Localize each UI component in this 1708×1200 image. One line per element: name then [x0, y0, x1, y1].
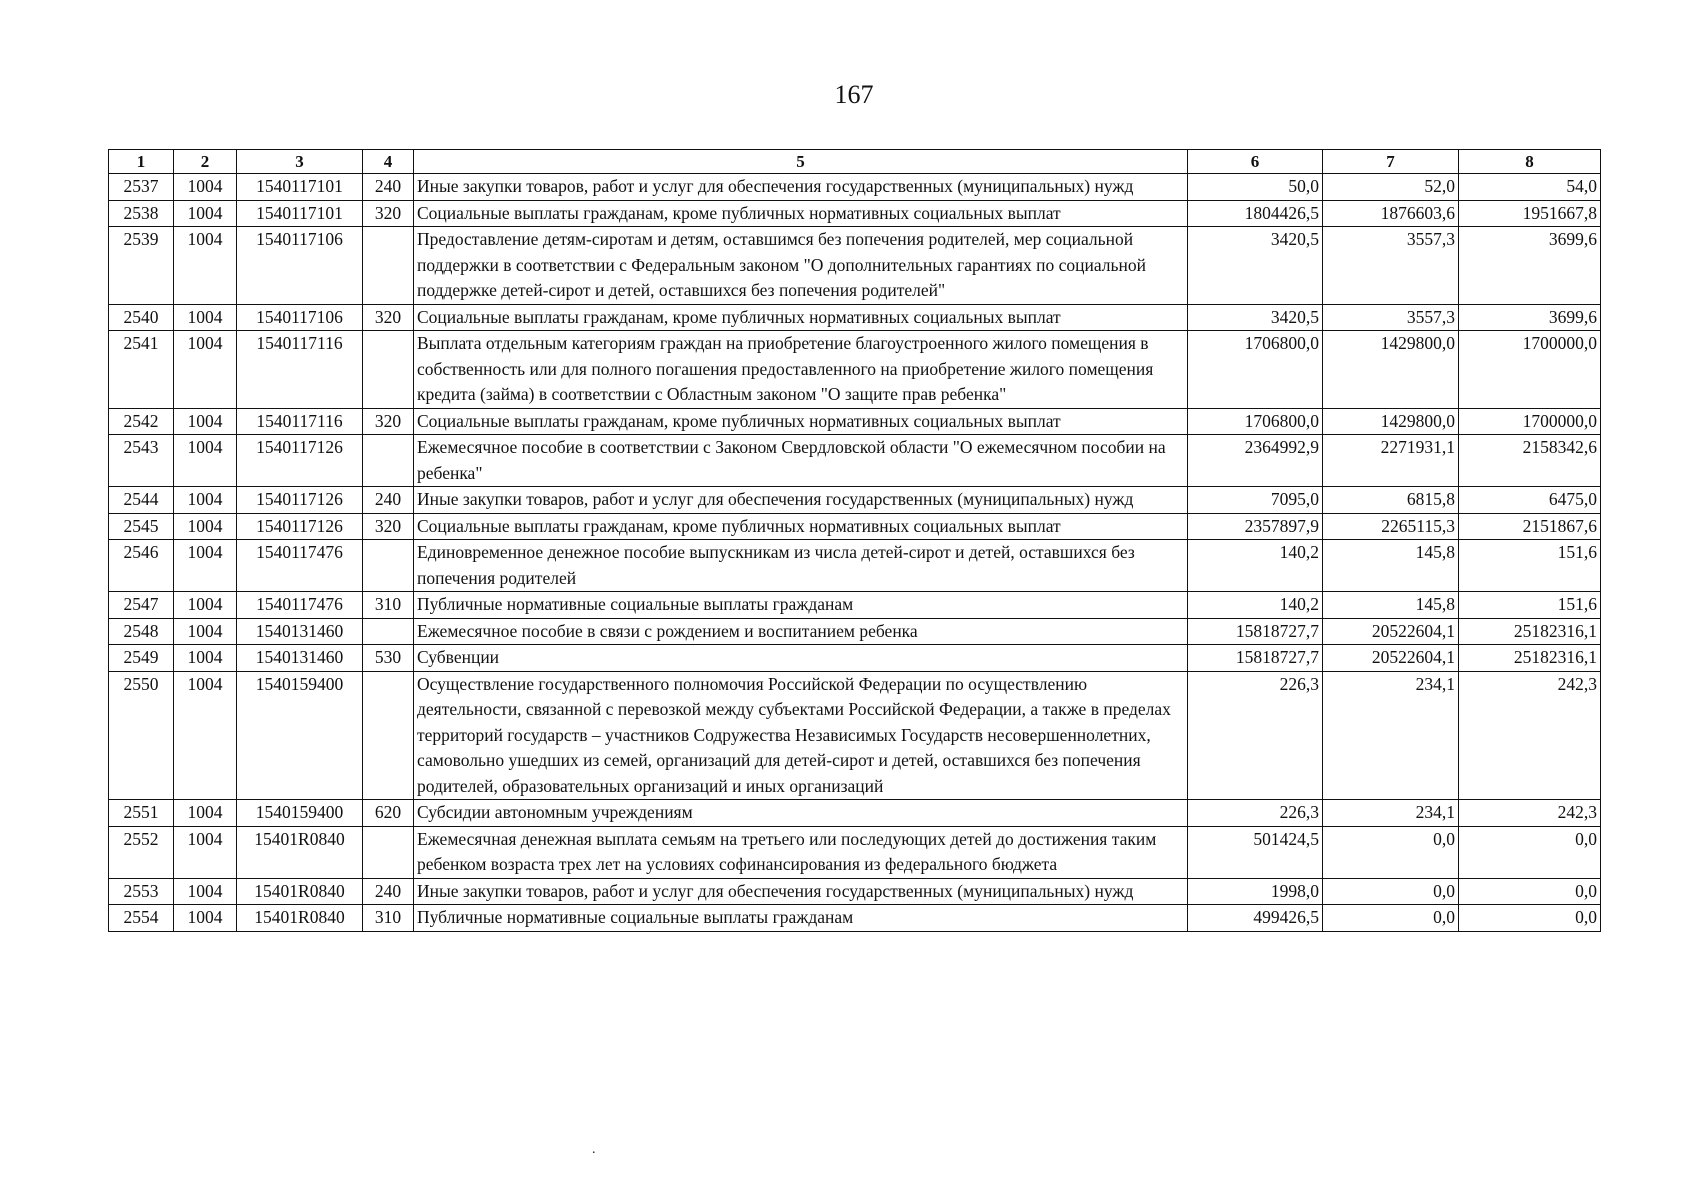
row-number: 2553 — [109, 878, 174, 905]
section-code: 1004 — [174, 800, 237, 827]
target-article-code: 1540117476 — [237, 540, 363, 592]
scan-mark: . — [592, 1142, 596, 1157]
row-number: 2542 — [109, 408, 174, 435]
target-article-code: 1540117106 — [237, 304, 363, 331]
amount-col-7: 1429800,0 — [1323, 408, 1459, 435]
section-code: 1004 — [174, 408, 237, 435]
amount-col-6: 7095,0 — [1188, 487, 1323, 514]
row-description: Субсидии автономным учреждениям — [414, 800, 1188, 827]
column-header-1: 1 — [109, 150, 174, 174]
expense-type-code: 310 — [363, 592, 414, 619]
row-description: Иные закупки товаров, работ и услуг для обеспечения государственных (муниципальных) нужд — [414, 174, 1188, 201]
expense-type-code: 320 — [363, 304, 414, 331]
table-row — [109, 905, 1601, 932]
row-number: 2552 — [109, 826, 174, 878]
table-row — [109, 671, 1601, 800]
section-code: 1004 — [174, 174, 237, 201]
amount-col-6: 3420,5 — [1188, 304, 1323, 331]
amount-col-8: 242,3 — [1459, 800, 1601, 827]
page-number: 167 — [834, 80, 874, 109]
column-header-6: 6 — [1188, 150, 1323, 174]
row-description: Иные закупки товаров, работ и услуг для обеспечения государственных (муниципальных) нужд — [414, 878, 1188, 905]
amount-col-7: 145,8 — [1323, 540, 1459, 592]
expense-type-code — [363, 331, 414, 409]
amount-col-6: 140,2 — [1188, 592, 1323, 619]
table-row — [109, 331, 1601, 409]
amount-col-8: 1700000,0 — [1459, 331, 1601, 409]
expense-type-code: 620 — [363, 800, 414, 827]
amount-col-7: 234,1 — [1323, 671, 1459, 800]
table-row — [109, 800, 1601, 827]
section-code: 1004 — [174, 331, 237, 409]
row-description: Иные закупки товаров, работ и услуг для обеспечения государственных (муниципальных) нужд — [414, 487, 1188, 514]
target-article-code: 15401R0840 — [237, 905, 363, 932]
row-description: Социальные выплаты гражданам, кроме публичных нормативных социальных выплат — [414, 408, 1188, 435]
row-description: Публичные нормативные социальные выплаты гражданам — [414, 592, 1188, 619]
row-number: 2546 — [109, 540, 174, 592]
amount-col-8: 3699,6 — [1459, 304, 1601, 331]
section-code: 1004 — [174, 513, 237, 540]
amount-col-6: 140,2 — [1188, 540, 1323, 592]
amount-col-7: 6815,8 — [1323, 487, 1459, 514]
section-code: 1004 — [174, 227, 237, 305]
amount-col-6: 50,0 — [1188, 174, 1323, 201]
table-row — [109, 435, 1601, 487]
section-code: 1004 — [174, 304, 237, 331]
expense-type-code: 310 — [363, 905, 414, 932]
amount-col-7: 234,1 — [1323, 800, 1459, 827]
amount-col-8: 25182316,1 — [1459, 645, 1601, 672]
row-description: Социальные выплаты гражданам, кроме публичных нормативных социальных выплат — [414, 200, 1188, 227]
amount-col-6: 3420,5 — [1188, 227, 1323, 305]
target-article-code: 1540159400 — [237, 671, 363, 800]
section-code: 1004 — [174, 905, 237, 932]
row-description: Социальные выплаты гражданам, кроме публичных нормативных социальных выплат — [414, 513, 1188, 540]
expense-type-code: 240 — [363, 174, 414, 201]
section-code: 1004 — [174, 671, 237, 800]
expense-type-code — [363, 826, 414, 878]
amount-col-7: 0,0 — [1323, 905, 1459, 932]
row-description: Единовременное денежное пособие выпускникам из числа детей-сирот и детей, оставшихся без попечения родителей — [414, 540, 1188, 592]
amount-col-8: 3699,6 — [1459, 227, 1601, 305]
amount-col-7: 0,0 — [1323, 826, 1459, 878]
target-article-code: 1540117116 — [237, 331, 363, 409]
amount-col-6: 226,3 — [1188, 671, 1323, 800]
row-number: 2549 — [109, 645, 174, 672]
amount-col-6: 501424,5 — [1188, 826, 1323, 878]
amount-col-8: 0,0 — [1459, 905, 1601, 932]
expense-type-code — [363, 618, 414, 645]
row-number: 2547 — [109, 592, 174, 619]
row-description: Ежемесячное пособие в соответствии с Законом Свердловской области "О ежемесячном пособии на ребенка" — [414, 435, 1188, 487]
row-number: 2537 — [109, 174, 174, 201]
expense-type-code — [363, 227, 414, 305]
amount-col-8: 0,0 — [1459, 826, 1601, 878]
column-header-5: 5 — [414, 150, 1188, 174]
section-code: 1004 — [174, 592, 237, 619]
amount-col-8: 242,3 — [1459, 671, 1601, 800]
column-header-3: 3 — [237, 150, 363, 174]
amount-col-6: 2364992,9 — [1188, 435, 1323, 487]
amount-col-7: 2271931,1 — [1323, 435, 1459, 487]
table-row — [109, 227, 1601, 305]
row-number: 2544 — [109, 487, 174, 514]
amount-col-8: 54,0 — [1459, 174, 1601, 201]
table-row — [109, 592, 1601, 619]
amount-col-7: 52,0 — [1323, 174, 1459, 201]
row-number: 2543 — [109, 435, 174, 487]
column-header-7: 7 — [1323, 150, 1459, 174]
amount-col-7: 1429800,0 — [1323, 331, 1459, 409]
table-row — [109, 487, 1601, 514]
amount-col-8: 25182316,1 — [1459, 618, 1601, 645]
target-article-code: 1540117126 — [237, 487, 363, 514]
amount-col-6: 2357897,9 — [1188, 513, 1323, 540]
row-description: Ежемесячная денежная выплата семьям на третьего или последующих детей до достижения таким ребенком возраста трех лет на условиях софинансирования из федерального бюджета — [414, 826, 1188, 878]
target-article-code: 1540131460 — [237, 618, 363, 645]
expense-type-code: 240 — [363, 487, 414, 514]
amount-col-7: 145,8 — [1323, 592, 1459, 619]
amount-col-7: 20522604,1 — [1323, 618, 1459, 645]
target-article-code: 15401R0840 — [237, 826, 363, 878]
expense-type-code — [363, 540, 414, 592]
amount-col-8: 1700000,0 — [1459, 408, 1601, 435]
target-article-code: 1540117101 — [237, 200, 363, 227]
expense-type-code: 320 — [363, 408, 414, 435]
row-number: 2548 — [109, 618, 174, 645]
table-header-row — [109, 150, 1601, 174]
section-code: 1004 — [174, 540, 237, 592]
amount-col-7: 2265115,3 — [1323, 513, 1459, 540]
target-article-code: 1540117101 — [237, 174, 363, 201]
expense-type-code: 320 — [363, 513, 414, 540]
target-article-code: 1540159400 — [237, 800, 363, 827]
section-code: 1004 — [174, 826, 237, 878]
column-header-4: 4 — [363, 150, 414, 174]
amount-col-8: 6475,0 — [1459, 487, 1601, 514]
section-code: 1004 — [174, 878, 237, 905]
table-row — [109, 408, 1601, 435]
amount-col-6: 15818727,7 — [1188, 618, 1323, 645]
target-article-code: 1540117126 — [237, 435, 363, 487]
table-row — [109, 174, 1601, 201]
table-row — [109, 513, 1601, 540]
row-description: Предоставление детям-сиротам и детям, оставшимся без попечения родителей, мер социальной поддержки в соответствии с Федеральным законом "О дополнительных гарантиях по социальной поддержке детей-сирот и детей, оставшихся без попечения родителей" — [414, 227, 1188, 305]
row-description: Выплата отдельным категориям граждан на приобретение благоустроенного жилого помещения в собственность или для полного погашения предоставленного на приобретение жилого помещения кредита (займа) в соответствии с Областным законом "О защите прав ребенка" — [414, 331, 1188, 409]
row-number: 2540 — [109, 304, 174, 331]
section-code: 1004 — [174, 487, 237, 514]
table-row — [109, 618, 1601, 645]
amount-col-6: 499426,5 — [1188, 905, 1323, 932]
row-number: 2538 — [109, 200, 174, 227]
target-article-code: 1540131460 — [237, 645, 363, 672]
expense-type-code: 240 — [363, 878, 414, 905]
row-description: Осуществление государственного полномочия Российской Федерации по осуществлению деятельности, связанной с перевозкой между субъектами Российской Федерации, а также в пределах территорий государств – участников Содружества Независимых Государств несовершеннолетних, самовольно ушедших из семей, организаций для детей-сирот и детей, оставшихся без попечения родителей, образовательных организаций и иных организаций — [414, 671, 1188, 800]
amount-col-8: 151,6 — [1459, 592, 1601, 619]
amount-col-7: 1876603,6 — [1323, 200, 1459, 227]
amount-col-6: 1804426,5 — [1188, 200, 1323, 227]
amount-col-7: 3557,3 — [1323, 304, 1459, 331]
column-header-8: 8 — [1459, 150, 1601, 174]
table-row — [109, 878, 1601, 905]
target-article-code: 1540117476 — [237, 592, 363, 619]
table-row — [109, 826, 1601, 878]
amount-col-8: 0,0 — [1459, 878, 1601, 905]
table-row — [109, 304, 1601, 331]
expense-type-code — [363, 671, 414, 800]
table-row — [109, 540, 1601, 592]
amount-col-8: 1951667,8 — [1459, 200, 1601, 227]
row-description: Публичные нормативные социальные выплаты гражданам — [414, 905, 1188, 932]
row-number: 2550 — [109, 671, 174, 800]
section-code: 1004 — [174, 435, 237, 487]
amount-col-6: 1998,0 — [1188, 878, 1323, 905]
section-code: 1004 — [174, 618, 237, 645]
target-article-code: 1540117116 — [237, 408, 363, 435]
budget-table — [108, 149, 1601, 932]
amount-col-6: 1706800,0 — [1188, 408, 1323, 435]
table-row — [109, 645, 1601, 672]
row-description: Социальные выплаты гражданам, кроме публичных нормативных социальных выплат — [414, 304, 1188, 331]
row-description: Субвенции — [414, 645, 1188, 672]
row-number: 2539 — [109, 227, 174, 305]
amount-col-6: 226,3 — [1188, 800, 1323, 827]
target-article-code: 15401R0840 — [237, 878, 363, 905]
expense-type-code: 320 — [363, 200, 414, 227]
section-code: 1004 — [174, 645, 237, 672]
amount-col-7: 0,0 — [1323, 878, 1459, 905]
amount-col-8: 2151867,6 — [1459, 513, 1601, 540]
table-row — [109, 200, 1601, 227]
target-article-code: 1540117126 — [237, 513, 363, 540]
row-number: 2551 — [109, 800, 174, 827]
section-code: 1004 — [174, 200, 237, 227]
row-number: 2545 — [109, 513, 174, 540]
row-number: 2554 — [109, 905, 174, 932]
amount-col-8: 2158342,6 — [1459, 435, 1601, 487]
expense-type-code: 530 — [363, 645, 414, 672]
row-number: 2541 — [109, 331, 174, 409]
amount-col-7: 20522604,1 — [1323, 645, 1459, 672]
amount-col-6: 1706800,0 — [1188, 331, 1323, 409]
amount-col-7: 3557,3 — [1323, 227, 1459, 305]
expense-type-code — [363, 435, 414, 487]
amount-col-8: 151,6 — [1459, 540, 1601, 592]
column-header-2: 2 — [174, 150, 237, 174]
target-article-code: 1540117106 — [237, 227, 363, 305]
row-description: Ежемесячное пособие в связи с рождением и воспитанием ребенка — [414, 618, 1188, 645]
amount-col-6: 15818727,7 — [1188, 645, 1323, 672]
